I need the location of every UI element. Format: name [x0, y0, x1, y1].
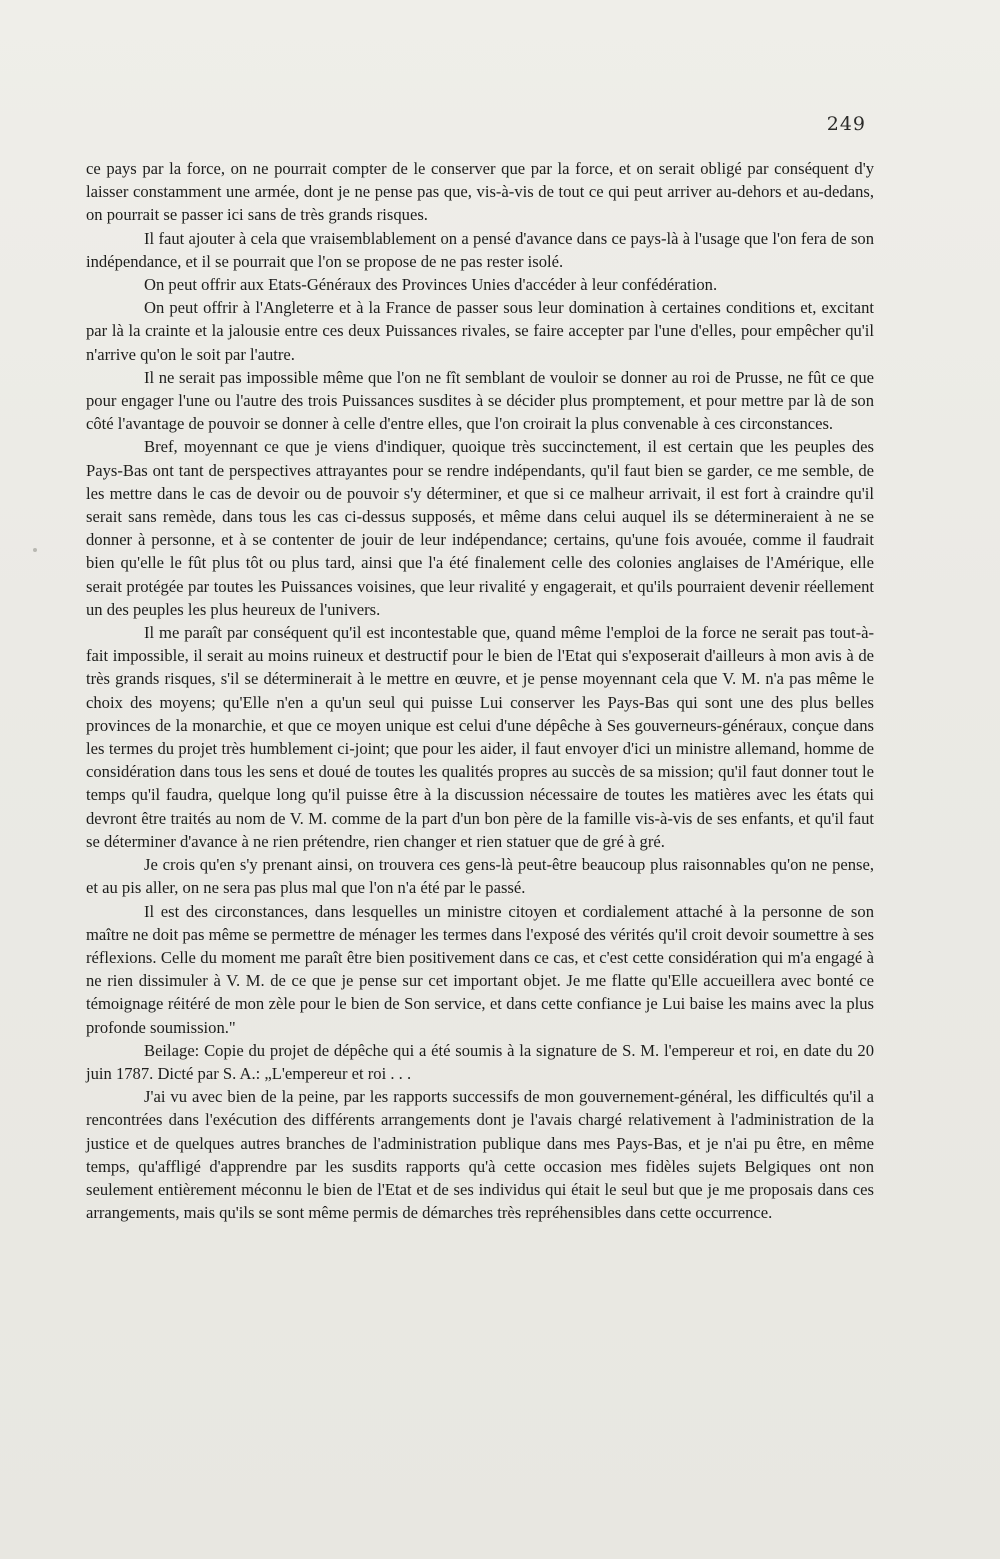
paragraph: Il me paraît par conséquent qu'il est incontestable que, quand même l'emploi de la force ne serait pas tout-à-fait impossible, il serait au moins ruineux et destructif pour le bien de l'Etat qui s'exposerait d'ailleurs à mon avis à de très grands risques, s'il se déterminerait à le mettre en œuvre, et je pense moyennant cela que V. M. n'a pas même le choix des moyens; qu'Elle n'en a qu'un seul qui puisse Lui conserver les Pays-Bas qui sont une des plus belles provinces de la monarchie, et que ce moyen unique est celui d'une dépêche à Ses gouverneurs-généraux, conçue dans les termes du projet très humblement ci-joint; que pour les aider, il faut envoyer d'ici un ministre allemand, homme de considération dans tous les sens et doué de toutes les qualités propres au succès de sa mission; qu'il faut donner tout le temps qu'il faudra, quelque long qu'il puisse être à la discussion nécessaire de toutes les matières avec les états qui devront être traités au nom de V. M. comme de la part d'un bon père de la famille vis-à-vis de ses enfants, et qu'il faut se déterminer d'avance à ne rien prétendre, rien changer et rien statuer que de gré à gré. — [86, 623, 874, 851]
paragraph: On peut offrir aux Etats-Généraux des Provinces Unies d'accéder à leur confédération. — [144, 275, 718, 295]
paragraph: On peut offrir à l'Angleterre et à la France de passer sous leur domination à certaines conditions et, excitant par là la crainte et la jalousie entre ces deux Puissances rivales, se faire accepter par l'une d'elles, pour empêcher qu'il n'arrive qu'on le soit par l'autre. — [86, 298, 874, 364]
body-text — [86, 157, 874, 1224]
paper-speck — [33, 548, 37, 552]
paragraph: ce pays par la force, on ne pourrait compter de le conserver que par la force, et on serait obligé par conséquent d'y laisser constamment une armée, dont je ne pense pas que, vis-à-vis de tout ce qui peut arriver au-dehors et au-dedans, on pourrait se passer ici sans de très grands risques. — [86, 159, 874, 225]
paragraph: Il ne serait pas impossible même que l'on ne fît semblant de vouloir se donner au roi de Prusse, ne fût ce que pour engager l'une ou l'autre des trois Puissances susdites à se décider plus promptement, et pour mettre par là de son côté l'avantage de pouvoir se donner à celle d'entre elles, que l'on croirait la plus convenable à ces circonstances. — [86, 367, 874, 434]
paragraph: Beilage: Copie du projet de dépêche qui a été soumis à la signature de S. M. l'empereur et roi, en date du 20 juin 1787. Dicté par S. A.: „L'empereur et roi . . . — [86, 1040, 874, 1083]
paragraph: Je crois qu'en s'y prenant ainsi, on trouvera ces gens-là peut-être beaucoup plus raisonnables qu'on ne pense, et au pis aller, on ne sera pas plus mal que l'on n'a été par le passé. — [86, 855, 874, 898]
page-number: 249 — [826, 113, 866, 135]
paragraph: J'ai vu avec bien de la peine, par les rapports successifs de mon gouvernement-général, les difficultés qu'il a rencontrées dans l'exécution des différents arrangements dont je l'avais chargé relativement à l'administration de la justice et de quelques autres branches de l'administration publique dans mes Pays-Bas, et je n'ai pu être, en même temps, qu'affligé d'apprendre par les susdits rapports qu'à cette occasion mes fidèles sujets Belgiques ont non seulement entièrement méconnu le bien de l'Etat et de ses individus qui était le seul but que je me proposais dans ces arrangements, mais qu'ils se sont même permis de démarches très repréhensibles dans cette occurrence. — [86, 1087, 874, 1223]
paragraph: Il est des circonstances, dans lesquelles un ministre citoyen et cordialement attaché à la personne de son maître ne doit pas même se permettre de ménager les termes dans l'exposé des vérités qu'il croit devoir soumettre à ses réflexions. Celle du moment me paraît être bien positivement dans ce cas, et c'est cette considération qui m'a engagé à ne rien dissimuler à V. M. de ce que je pense sur cet important objet. Je me flatte qu'Elle accueillera avec bonté ce témoignage réitéré de mon zèle pour le bien de Son service, et dans cette confiance je Lui baise les mains avec la plus profonde soumission." — [86, 901, 874, 1037]
paragraph: Bref, moyennant ce que je viens d'indiquer, quoique très succinctement, il est certain que les peuples des Pays-Bas ont tant de perspectives attrayantes pour se rendre indépendants, qu'il faut bien se garder, ce me semble, de les mettre dans le cas de devoir ou de pouvoir s'y déterminer, et que si ce malheur arrivait, il est fort à craindre qu'il serait sans remède, dans tous les cas ci-dessus supposés, et même dans celui auquel ils se détermineraient à ne se donner à personne, et à se contenter de jouir de leur indépendance; certains, qu'une fois avouée, comme il faudrait bien qu'elle le fût plus tôt ou plus tard, ainsi que l'a été finalement celle des colonies anglaises de l'Amérique, elle serait protégée par toutes les Puissances voisines, que leur rivalité y engagerait, et qu'ils pourraient devenir réellement un des peuples les plus heureux de l'univers. — [86, 437, 874, 619]
paragraph: Il faut ajouter à cela que vraisemblablement on a pensé d'avance dans ce pays-là à l'usage que l'on fera de son indépendance, et il se pourrait que l'on se propose de ne pas rester isolé. — [86, 228, 874, 271]
